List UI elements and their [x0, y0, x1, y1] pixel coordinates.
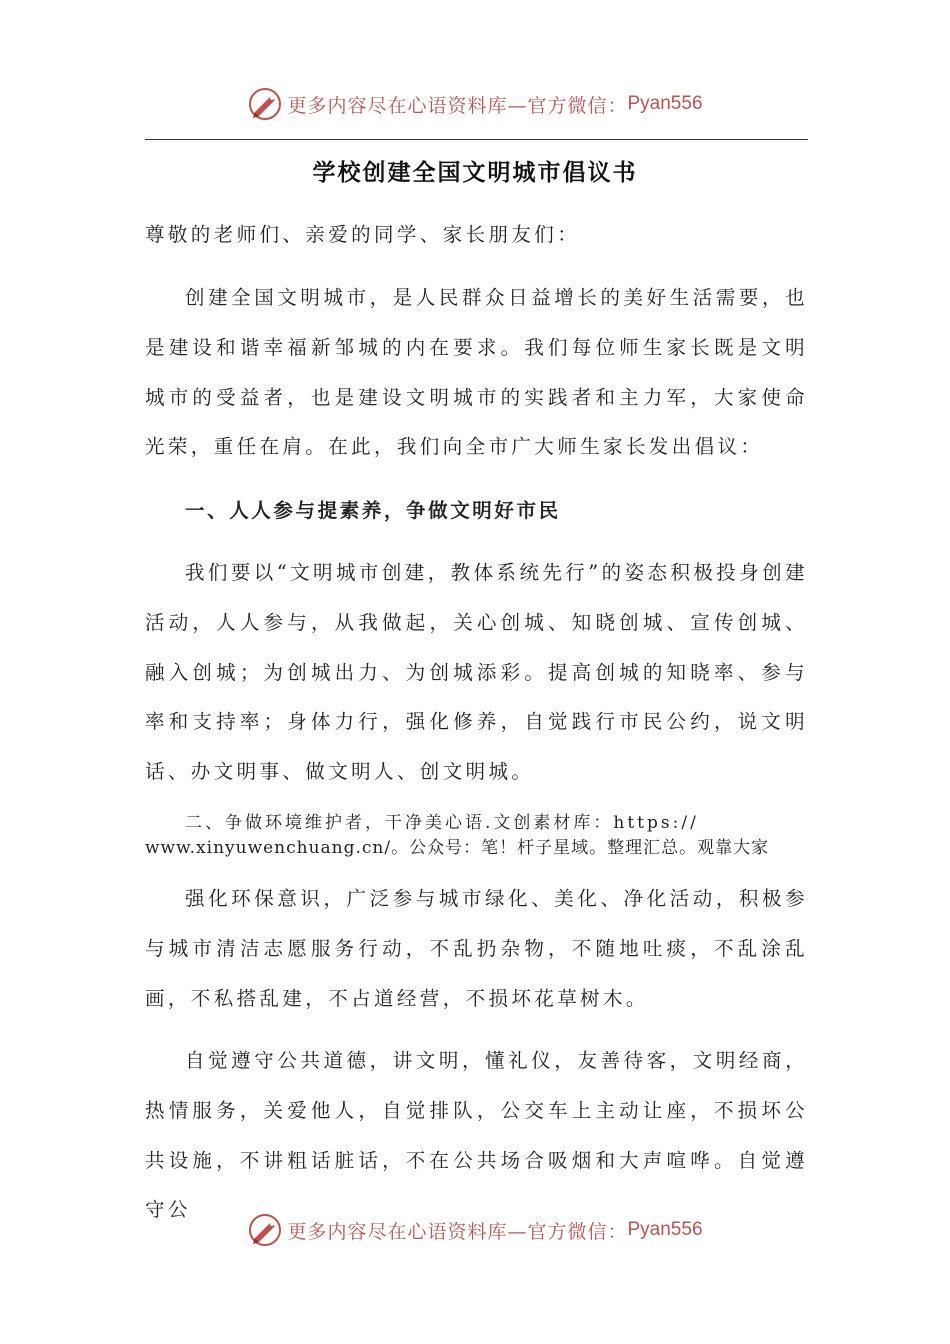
section1-paragraph: 我们要以“文明城市创建，教体系统先行”的姿态积极投身创建活动，人人参与，从我做起，关心创城、知晓创城、宣传创城、融入创城；为创城出力、为创城添彩。提高创城的知晓率、参与率和支持率；身体力行，强化修养，自觉践行市民公约，说文明话、办文明事、做文明人、创文明城。	[145, 561, 808, 784]
section2-heading-line1: 二、争做环境维护者，干净美心语.文创素材库：https://	[185, 813, 699, 833]
document-title: 学校创建全国文明城市倡议书	[312, 159, 638, 186]
section1-heading: 一、人人参与提素养，争做文明好市民	[185, 499, 561, 522]
footer-brand-text: 更多内容尽在心语资料库—官方微信：	[287, 1220, 628, 1243]
pen-logo-icon	[247, 1212, 283, 1248]
section2-paragraph: 强化环保意识，广泛参与城市绿化、美化、净化活动，积极参与城市清洁志愿服务行动，不乱扔杂物，不随地吐痰，不乱涂乱画，不私搭乱建，不占道经营，不损坏花草树木。	[145, 887, 808, 1010]
header-brand-text: 更多内容尽在心语资料库—官方微信：	[287, 94, 628, 117]
intro-paragraph: 创建全国文明城市，是人民群众日益增长的美好生活需要，也是建设和谐幸福新邹城的内在要求。我们每位师生家长既是文明城市的受益者，也是建设文明城市的实践者和主力军，大家使命光荣，重任在肩。在此，我们向全市广大师生家长发出倡议：	[145, 286, 808, 459]
header-divider	[145, 139, 808, 140]
pen-logo-icon	[247, 86, 283, 122]
header-banner	[0, 84, 950, 124]
section2-heading-line2: www.xinyuwenchuang.cn/。公众号：笔！杆子星域。整理汇总。观靠大家	[145, 838, 770, 858]
section3-paragraph: 自觉遵守公共道德，讲文明，懂礼仪，友善待客，文明经商，热情服务，关爱他人，自觉排队，公交车上主动让座，不损坏公共设施，不讲粗话脏话，不在公共场合吸烟和大声喧哗。自觉遵守公	[145, 1049, 808, 1222]
salutation: 尊敬的老师们、亲爱的同学、家长朋友们：	[145, 223, 581, 246]
header-handle-text: Pyan556	[627, 93, 703, 114]
footer-banner	[0, 1210, 950, 1250]
footer-handle-text: Pyan556	[627, 1219, 703, 1240]
